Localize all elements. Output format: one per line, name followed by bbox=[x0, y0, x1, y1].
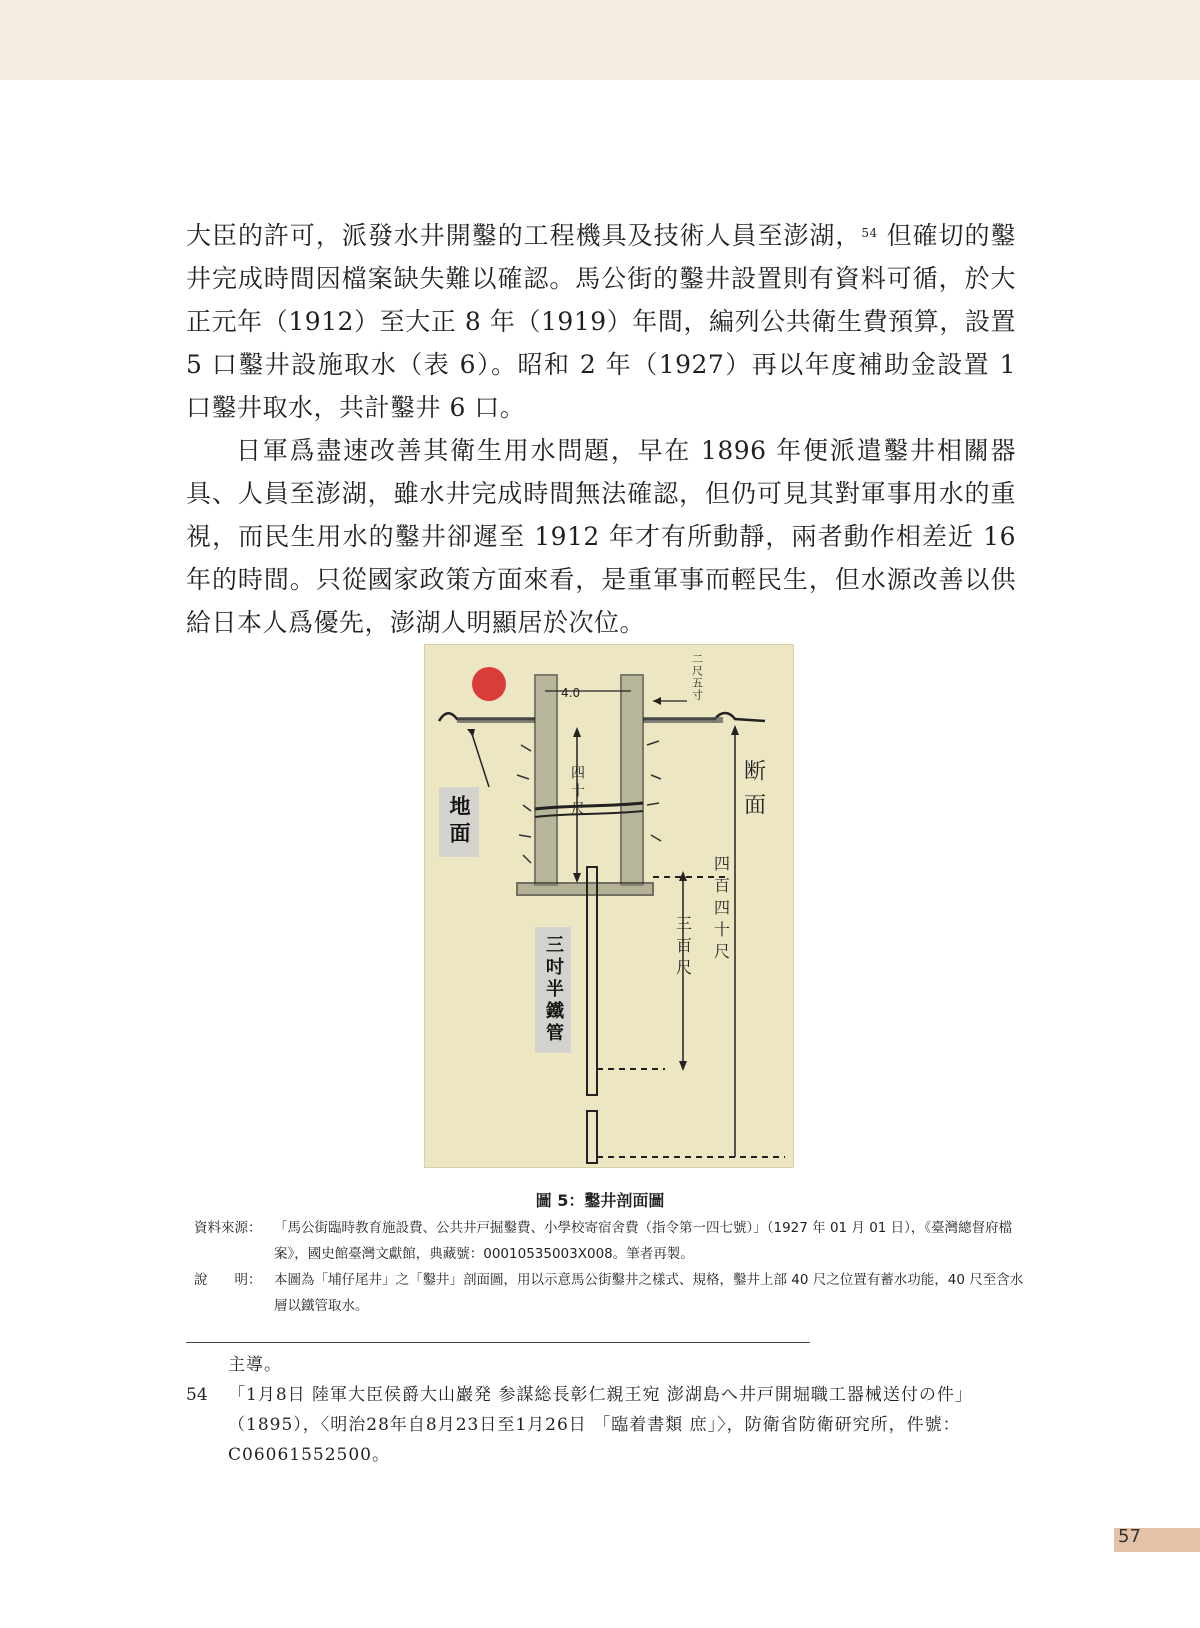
paragraph-1-end: 但確切的鑿井完成時間因檔案缺失難以確認。馬公街的鑿井設置則有資料可循，於大正元年（1912）至大正 8 年（1919）年間，編列公共衛生費預算，設置 5 口鑿井設施取水（表 6）。昭和 2 年（1927）再以年度補助金設置 1 口鑿井取水，共計鑿井 6 口。 bbox=[186, 221, 1016, 422]
hand-total-depth: 四百四十尺 bbox=[711, 855, 731, 965]
note-explanation-text: 本圖為「埔仔尾井」之「鑿井」剖面圖，用以示意馬公街鑿井之樣式、規格，鑿井上部 40 尺之位置有蓄水功能，40 尺至含水層以鐵管取水。 bbox=[274, 1272, 1024, 1314]
red-seal-icon bbox=[472, 667, 506, 701]
footnote-continued bbox=[186, 1350, 1016, 1380]
top-header-band bbox=[0, 0, 1200, 80]
paragraph-2: 日軍爲盡速改善其衛生用水問題，早在 1896 年便派遣鑿井相關器具、人員至澎湖，雖水井完成時間無法確認，但仍可見其對軍事用水的重視，而民生用水的鑿井卻遲至 1912 年才有所動靜，兩者動作相差近 16 年的時間。只從國家政策方面來看，是重軍事而輕民生，但水源改善以供給日本人爲優先，澎湖人明顯居於次位。 bbox=[186, 436, 1016, 637]
footnote-number bbox=[186, 1350, 228, 1380]
hand-section-label: 断面 bbox=[740, 759, 766, 827]
note-explanation-key: 說 明： bbox=[194, 1272, 262, 1288]
figure-notes bbox=[194, 1215, 1024, 1319]
note-source-key: 資料來源： bbox=[194, 1220, 262, 1236]
hand-top-mark: 4.0 bbox=[561, 686, 581, 700]
footnote-divider bbox=[186, 1342, 810, 1343]
paragraph-1 bbox=[186, 214, 1016, 429]
note-source-text: 「馬公街臨時教育施設費、公共井戸掘鑿費、小學校寄宿舍費（指令第一四七號）」（1927 年 01 月 01 日），《臺灣總督府檔案》，國史館臺灣文獻館，典藏號：00010535003X008。筆者再製。 bbox=[274, 1220, 1013, 1262]
hand-two-feet-five: 二尺五寸 bbox=[690, 653, 704, 701]
ground-label: 地面 bbox=[439, 787, 479, 857]
figure-caption: 圖 5：鑿井剖面圖 bbox=[535, 1191, 665, 1210]
hand-forty-feet: 四十尺 bbox=[569, 765, 585, 819]
footnote-text: 「1月8日 陸軍大臣侯爵大山巖発 参謀総長彰仁親王宛 澎湖島へ井戸開堀職工器械送付の件」（1895），〈明治28年自8月23日至1月26日 「臨着書類 庶」〉，防衛省防衛研究所，件號：C06061552500。 bbox=[228, 1385, 973, 1465]
footnote-number: 54 bbox=[186, 1385, 208, 1405]
paragraph-1-start: 大臣的許可，派發水井開鑿的工程機具及技術人員至澎湖， bbox=[186, 221, 862, 250]
well-section-figure bbox=[424, 644, 794, 1168]
hand-three-hundred: 三百尺 bbox=[673, 915, 693, 981]
well-section-drawing bbox=[425, 645, 793, 1167]
main-body-text bbox=[186, 214, 1016, 644]
footnote-54 bbox=[186, 1380, 1016, 1470]
note-explanation bbox=[194, 1267, 1024, 1319]
iron-pipe-label: 三吋半鐵管 bbox=[535, 927, 571, 1053]
footnote-ref-54[interactable]: 54 bbox=[861, 226, 878, 240]
note-source bbox=[194, 1215, 1024, 1267]
page-number: 57 bbox=[1118, 1526, 1141, 1547]
footnotes bbox=[186, 1350, 1016, 1470]
footnote-text: 主導。 bbox=[228, 1355, 282, 1375]
